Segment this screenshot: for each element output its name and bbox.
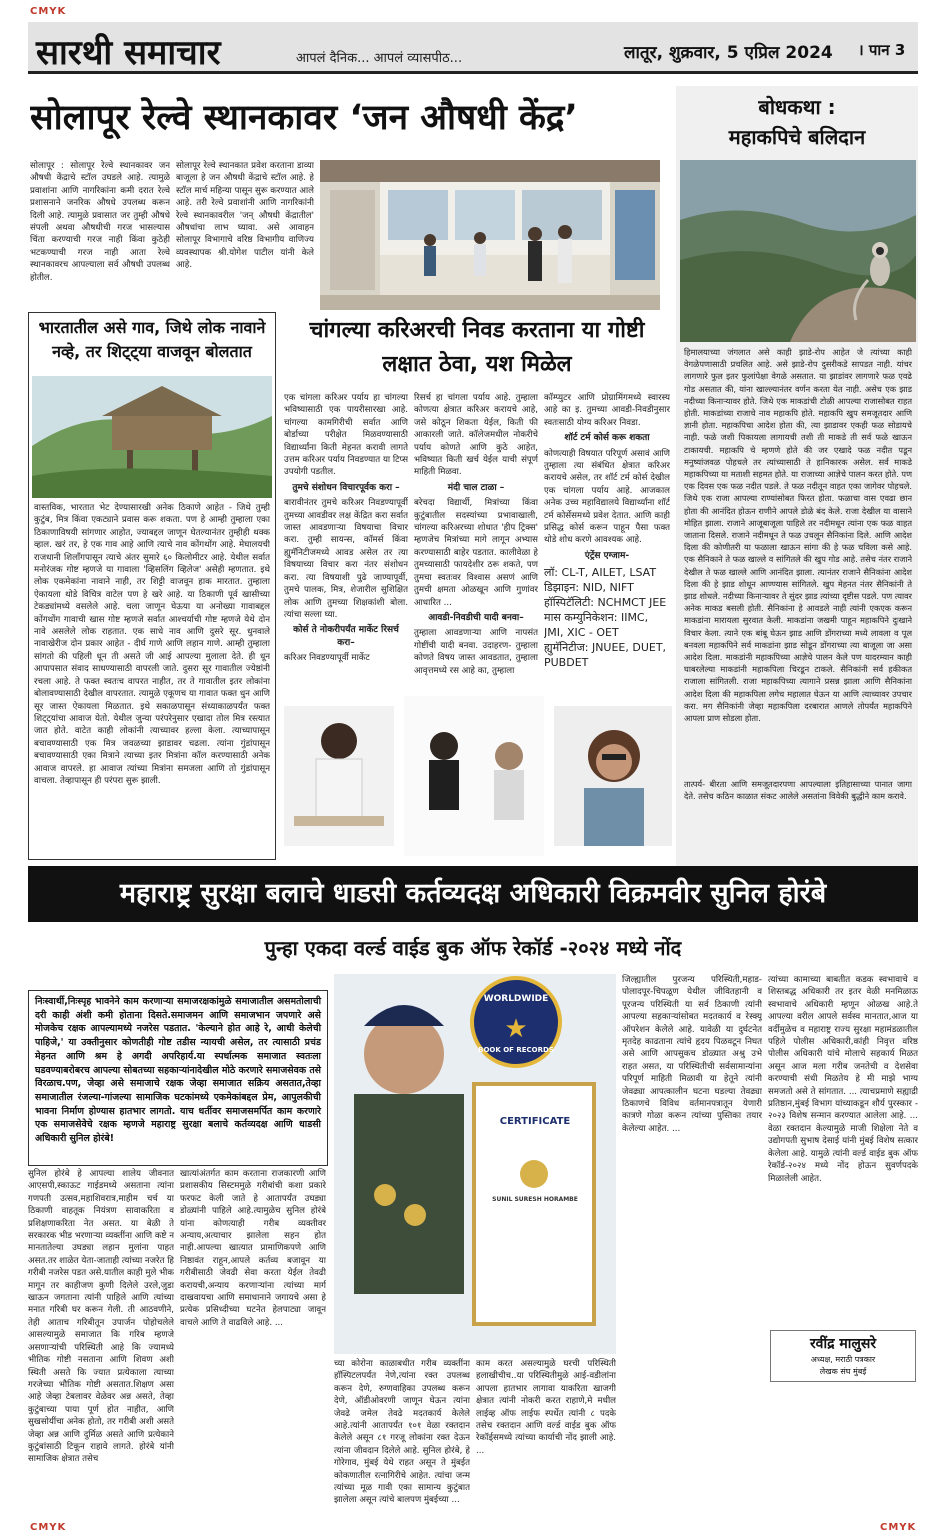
cmyk-mark-top: CMYK [30, 6, 67, 17]
badge-line2: BOOK OF RECORDS [478, 1046, 554, 1054]
career-col2-text-b: बरेचदा विद्यार्थी, मित्रांच्या किंवा कुटुंबातील सदस्यांच्या प्रभावाखाली, चांगल्या करिअरच्या शोधात 'हीप ट्रिक्स' म्हणजेच मित्रांच्या मागे लागून अभ्यास करण्यासाठी बाहेर पडतात. कालीवेळा हे तुमच्यासाठी फायदेशीर ठरू शकते, पण तुमचा स्वतःवर विश्वास असणं आणि तुमची क्षमता ओळखून आणि गुणांवर आधारित ... [414, 498, 538, 608]
career-col1 [284, 392, 408, 692]
monkey-photo [680, 160, 916, 342]
sunil-col6: त्यांच्या कामाच्या बाबतीत कडक स्वभावाचे व शिस्तबद्ध अधिकारी तर इतर वेळी मनमिळाऊ स्वभावाचे अधिकारी म्हणून ओळख आहे.ते आपल्या वरील आपले सर्वस्व मानतात,आज या वर्दीमुळेच व महाराष्ट्र राज्य सुरक्षा महामंडळातील पहिले पोलीस अधिकारी,कांही निवृत्त वरिष्ठ पोलीस अधिकारी यांचे मोलाचे सहकार्य मिळत असून आज मला गरीब जनतेची व देशसेवा करण्याची संधी मिळतेय हे मी माझे भाग्य समजतो असे ते सांगतात. ... त्याचप्रमाणे सह्याद्री प्रतिष्ठान,मुंबई विभाग यांच्याकडून शौर्य पुरस्कार - २०२३ विशेष सन्मान करण्यात आलेला आहे. ... वेळा रक्तदान केल्यामुळे माजी शिक्षेला नेते व उद्योगपती सुभाष देसाई यांनी मुंबई विशेष सत्कार केलेला आहे. यामुळे त्यांनी वर्ल्ड वाईड बुक ऑफ रेकॉर्ड-२०२४ मध्ये नोंद होऊन सुवर्णपदके मिळालेली आहेत. [768, 975, 918, 1184]
career-col2-sub2: आवडी-निवडीची यादी बनवा– [428, 612, 524, 623]
cmyk-mark-bottom-right: CMYK [880, 1522, 917, 1533]
exam-mass-comm: मास कम्युनिकेशन: IIMC, JMI, XIC - OET [544, 611, 649, 640]
career-col1-text-c: करिअर निवडण्यापूर्वी मार्केट [284, 653, 370, 664]
reporter-title-2: लेखक संघ मुंबई [819, 1367, 867, 1376]
bodhkatha-moral: तात्पर्य- बीरता आणि समजूतदारपणा आपल्याला इतिहासाच्या पानात जागा देते. तसेच कठिन काळात संकट आलेले असतांना विवेकी बुद्धीने काम करावे. [684, 779, 912, 802]
cmyk-mark-bottom: CMYK [30, 1522, 67, 1533]
village-headline: भारतातील असे गाव, जिथे लोक नावाने नव्हे, तर शिट्ट्या वाजवून बोलतात [38, 318, 266, 361]
sunil-col5: जिल्ह्यातील पुरजन्य परिस्थिती,महाड-पोलादपूर-चिपळूण येथील जीवितहानी व पूरजन्य परिस्थिती या सर्व ठिकाणी त्यांनी आपल्या सहकाऱ्यांसोबत मदतकार्य व रेस्क्यू ऑपरेशन केलेले आहे. यावेळी या दुर्घटनेत मृतदेह काढताना त्यांचे हृदय पिळवटून निघत असे आणि आपसुकच डोळ्यात अश्रु उभे राहत असत, या परिस्थितीची सर्वसामान्यांना परिपूर्ण माहिती मिळावी या हेतूने त्यांनी जेवढ्या आपत्कालीन घटना घडल्या तेवढ्या ठिकाणचे विविध वर्तमानपत्रातून येणारी कात्रणे गोळा करून त्यांच्या पुस्तिका तयार केलेल्या आहेत. ... [622, 975, 762, 1134]
career-col3 [544, 392, 670, 692]
career-col1-sub2: कोर्स ते नोकरीपर्यंत मार्केट रिसर्च करा– [293, 625, 399, 648]
village-photo [32, 376, 272, 498]
exam-hospitality: हॉस्पिटॅलिटी: NCHMCT JEE [544, 596, 667, 610]
sunil-subheadline: पुन्हा एकदा वर्ल्ड वाईड बुक ऑफ रेकॉर्ड -२०२४ मध्ये नोंद [264, 936, 682, 960]
exam-humanities: ह्युमॅनिटीज: JNUEE, DUET, PUBDET [544, 641, 667, 670]
pharmacy-photo [320, 160, 660, 310]
sunil-intro: निःस्वार्थी,निःस्पृह भावनेने काम करणाऱ्या समाजरक्षकांमुळे समाजातील असमतोलाची दरी काही अंशी कमी होताना दिसते.समाजमन आणि समाजभान जपणारे असे मोजकेच रक्षक आपल्यामध्ये नजरेस पडतात. 'केल्याने होत आहे रे, आधी केलेची पाहिजे,' या उक्तीनुसार कोणतीही गोष्ट तडीस न्यायची असेल, तर त्यासाठी प्रचंड मेहनत आणि श्रम हे अगदी अपरिहार्य.या स्पर्धात्मक समाजात स्वतःला घडवण्याबरोबरच आपल्या सोबतच्या सहकाऱ्यांनादेखील मोठे करणारे समाजसेवक तसे विरळाच.पण, जेव्हा असे समाजाचे रक्षक जेव्हा समाजात सक्रिय असतात,तेव्हा समाजातील रंजल्या-गांजल्या सामाजिक घटकांमध्ये एकमेकांबद्दल प्रेम, आपुलकीची भावना निर्माण होण्यास हातभार लागतो. याच धर्तीवर समाजसमर्पित काम करणारे एक समाजसेवेचे रक्षक म्हणजे महाराष्ट्र सुरक्षा बलाचे कर्तव्यदक्ष आणि धाडसी अधिकारी सुनिल होरंबे! [28, 990, 328, 1166]
career-col3-sub1: शॉर्ट टर्म कोर्स करू शकता [564, 433, 650, 444]
career-col3-sub2: एंट्रेंस एग्जाम- [584, 550, 630, 561]
certificate-name: SUNIL SURESH HORAMBE [492, 1196, 578, 1203]
sunil-headline-band: महाराष्ट्र सुरक्षा बलाचे धाडसी कर्तव्यदक्ष अधिकारी विक्रमवीर सुनिल होरंबे [28, 866, 918, 922]
exam-design: डिझाइन: NID, NIFT [544, 581, 634, 595]
paper-logo: सारथी समाचार [36, 33, 221, 73]
sunil-col2: खात्यांअंतर्गत काम करताना राजकारणी आणि प्रशासकीय सिस्टममुळे गरीबांची कशा प्रकारे फरफट केली जाते हे आतापर्यंत उघड्या डोळ्यांनी पाहिले आहे.त्यामुळेच सुनिल होरंबे यांना कोणत्याही गरीब व्यक्तीवर अन्याय,अत्याचार झालेला सहन होत नाही.आपल्या खात्यात प्रामाणिकपणे आणि निष्ठावंत राहून,आपले कर्तव्य बजावून या गरीबीसाठी जेवढी सेवा करता येईल तेवढी करायची,अन्याय करणाऱ्यांना त्यांच्या मार्ग दाखवायचा आणि समाधानाने जगायचे असा हे प्रत्येक प्रसिध्दीच्या घटनेत हेलपाट्या जावून वाचले आणि ते वाढविले आहे. ... [180, 1169, 326, 1328]
career-headline: चांगल्या करिअरची निवड करताना या गोष्टी लक्षात ठेवा, यश मिळेल [309, 318, 645, 377]
career-col2 [414, 392, 538, 692]
dateline: लातूर, शुक्रवार, 5 एप्रिल 2024 [624, 43, 833, 63]
career-col3-text-b: कोणत्याही विषयात परिपूर्ण असावं आणि तुम्हाला त्या संबंधित क्षेत्रात करिअर करायचे असेल, तर शॉर्ट टर्म कोर्स देखील एक चांगला पर्याय आहे. आजकाल अनेक उच्च महाविद्यालये विद्यार्थ्यांना शॉर्ट टर्म कोर्सेसमध्ये प्रवेश देतात. आणि काही प्रसिद्ध कोर्स करून पाहून पैसा फक्त थोडे शोध करणे आवश्यक आहे. [544, 448, 670, 546]
exam-law: लॉ: CL-T, AILET, LSAT [544, 566, 657, 580]
reporter-title-1: अध्यक्ष, मराठी पत्रकार [810, 1355, 876, 1364]
page-number: । पान 3 [858, 41, 906, 59]
career-col2-sub1: मंदी चाल टाळा – [447, 482, 505, 493]
career-col1-text: एक चांगला करिअर पर्याय हा चांगल्या भविष्यासाठी एक पायरीसारखा आहे. चांगल्या कामगिरीची सर्वात आणि बोर्डाच्या परीक्षेत मिळवण्यासाठी विद्यार्थ्यांना किती मेहनत करावी लागते उत्तम करिअर पर्याय निवडण्यात या टिप्स उपयोगी पडतील. [284, 393, 408, 478]
story1-col2: सोलापूर रेल्वे स्थानकात प्रवेश करताना डाव्या बाजूला हे जन औषधी केंद्राचे स्टॉल आहे. हे स्टॉल मार्च महिन्या पासून सुरू करण्यात आले आहे. तरी रेल्वे प्रवाशांनी आणि नागरिकांनी रेल्वे स्थानकावरील 'जन् औषधी केंद्रातील' औषधांचा लाभ घ्यावा. असे आवाहन सोलापूर विभागाचे वरिष्ठ विभागीय वाणिज्य व्यवस्थापक श्री.योगेश पाटील यांनी केले आहे. [176, 161, 314, 271]
village-body: वास्तविक, भारतात भेट देण्यासारखी अनेक ठिकाणे आहेत - जिथे तुम्ही कुटुंब, मित्र किंवा एकट्याने प्रवास करू शकता. पण हे आम्ही तुम्हाला एका ठिकाणाविषयी सांगणार आहोत, ज्याबद्दल जाणून घेतल्यानंतर तुम्हीही थक्क व्हाल. खरं तर, हे एक गाव आहे आणि त्याचे नाव कोंगथोंग आहे. मेघालयची राजधानी शिलाँगपासून त्याचे अंतर सुमारे ६० किलोमीटर आहे. येथील सर्वात मनोरंजक गोष्ट म्हणजे या गावाला 'व्हिसलिंग व्हिलेज' असेही म्हणतात. इथे लोक एकमेकांना नावाने नाही, तर शिट्टी वाजवून हाक मारतात. तुम्हाला ऐकायला थोडे विचित्र वाटेल पण हे खरे आहे. या ठिकाणी पूर्व खासीच्या टेकड्यांमध्ये वसलेले आहे. चला जाणून घेऊया या अनोख्या गावाबद्दल कोंगथोंग गावाची खास गोष्ट म्हणजे सर्वात आश्चर्याची गोष्ट म्हणजे येथे दोन नावे असलेले लोक राहतात. एक साधे नाव आणि दुसरे सूर. धुनवाले नावाखेरीज दोन प्रकार आहेत - दीर्घ गाणे आणि लहान गाणे. आम्ही तुम्हाला सांगतो की पहिली धून ती असते जी आई आपल्या मुलाला देते. ही धून आपापसात संवाद साधण्यासाठी वापरली जाते. दुसरा सूर गावातील ज्येष्ठांनी रचला आहे. ते फक्त स्वतःच वापरत नाहीत, तर ते गावातील इतर लोकांना बोलावण्यासाठी देखील वापरतात. त्यामुळे एकूणच या गावात फक्त धुन आणि सूर जास्त ऐकायला मिळतात. इथे सकाळपासून संध्याकाळपर्यंत फक्त शिट्ट्यांचा आवाज येतो. येथील जुन्या परंपरेनुसार एखादा तोल मित्र रस्त्यात जात होते. वाटेत काही लोकांनी त्याच्यावर हल्ला केला. त्याच्यापासून बचावण्यासाठी एक मित्र जवळच्या झाडावर चढला. त्यांना गुंडांपासून बचावण्यासाठी एका मित्राने त्याच्या इतर मित्रांना कॉल करण्यासाठी अनेक आवाज वापरले. हा आवाज त्यांच्या मित्रांना समजला आणि तो गुंडांपासून वाचला. तेव्हापासून ही परंपरा सुरू झाली. [34, 503, 270, 786]
certificate-title: CERTIFICATE [499, 1116, 571, 1127]
sunil-col3: च्या कोरोना काळाबधीत गरीब व्यक्तींना हॉस्पिटलपर्यंत नेणे,त्यांना रक्त उपलब्ध करून देणे, रुग्णवाहिका उपलब्ध करून देणे, ऑडीओवरणी जाणून घेऊन त्यांना जेवढे जमेल तेवढे मदतकार्य केलेले आहे.त्यांनी आतापर्यंत १०१ वेळा रक्तदान केलेले असून ८१ गरजू लोकांना रक्त देऊन त्यांना जीवदान दिलेले आहे. सुनिल होरंबे, हे गोरेगाव, मुंबई येथे राहत असून ते मुंबईत कोकणातील रत्नागिरीचे आहेत. त्यांचा जन्म त्यांच्या मूळ गावी एका सामान्य कुटुंबात झालेला असून त्यांचे बालपण मुंबईच्या ... [334, 1359, 470, 1506]
bodhkatha-heading-1: बोधकथा : [758, 95, 836, 119]
career-col2-text: रिसर्च हा चांगला पर्याय आहे. तुम्हाला कोणत्या क्षेत्रात करिअर करायचे आहे, जसे कोठून शिकता येईल, किती फी आकारली जाते. कॉलेजमधील नोकरीचे पर्याय कोणते आणि कुठे आहेत, भविष्यात किती खर्च येईल याची संपूर्ण माहिती मिळवा. [414, 393, 538, 478]
badge-line1: WORLDWIDE [483, 994, 549, 1004]
story1-headline: सोलापूर रेल्वे स्थानकावर ‘जन औषधी केंद्र’ [30, 98, 578, 138]
badge-star-icon: ★ [504, 1014, 528, 1044]
sunil-col4: काम करत असल्यामुळे घरची परिस्थिती हलाखीचीच..या परिस्थितीमुळे आई-वडीलांना आपला हातभार लागावा याकरिता खाजगी क्षेत्रात त्यांनी नोकरी करत राहाणे,मे मधील लाईव्ह ऑफ लाईफ स्पर्धेत त्यांनी ८ पदके तसेच रक्तदान आणि वर्ल्ड वाईड बुक ऑफ रेकॉर्ड्समध्ये त्यांच्या कार्याची नोंद झाली आहे. ... [476, 1359, 616, 1456]
tagline: आपलं दैनिक... आपलं व्यासपीठ... [296, 51, 463, 66]
bodhkatha-heading-2: महाकपिचे बलिदान [728, 125, 866, 149]
reporter-name: रवींद्र मालुसरे [809, 1336, 877, 1352]
sunil-col1: सुनिल होरंबे हे आपल्या शालेय जीवनात आएसपी,स्काऊट गाईडमध्ये असताना त्यांना गणपती उत्सव,महाशिवरात्र,माहीम चर्च या ठिकाणी वाहतूक नियंत्रण सावाकरिता व प्रशिक्षणाकरिता नेत असत. या बेळी ते सरकारक भीड भरणाऱ्या व्यक्तींना आणि कष्टे न मानतातेल्या उघड्या लहान मुलांना पाहत असत.तर शाळेत येता-जाताही त्यांच्या नजरेत हि गरीबी नजरेस पडत असे.यातील काही मुले भीक मागून तर काहीजण कुणी दिलेले उरले,जुडा खाऊन जगताना त्यांनी पाहिले आणि त्यांच्या मनात गरिबी घर करून गेली. ती आठवणीने, तेही आताच गरिबीतून उपार्जन पोहोचलेले आसल्यामुळे समाजात कि गरिब म्हणजे असणाऱ्यांची परिस्थिती आहे कि ज्यामध्ये भीतिक गोष्टी नसताना आणि शिवण अशी स्थिती असते कि ज्यात प्रत्येकाला त्याच्या गरजेच्या भौतिक गोष्टी असतात.शिक्षण असा आहे जेव्हा टेबलावर वेळेवर अन्न असते, तेव्हा कुटुंबाच्या पाया पूर्ण होत नाहीत, आणि सुखसोयींचा अनेक होतो, तर गरीबी अशी असते जेव्हा अन्न आणि दुर्मिळ असते आणि प्रत्येकाने कुटुंबांसाठी टिकून राहावे लागते. होरंबे यांनी सामाजिक क्षेत्रात तसेच [28, 1169, 174, 1465]
career-col1-text-b: बारावीनंतर तुमचे करिअर निवडण्यापूर्वी तुमच्या आवडीवर लक्ष केंद्रित करा सर्वात जास्त आवडणाऱ्या विषयाचा विचार करा. तुम्ही सायन्स, कॉमर्स किंवा ह्युमॅनिटीजमध्ये आवड असेल तर त्या विषयाच्या विचार करा नंतर संशोधन करा. त्या विषयाशी पुढे जाण्यापूर्वी, तुमचे पालक, मित्र, शेजारील सुशिक्षित लोक आणि तुमच्या शिक्षकांशी बोला. त्यांचा सल्ला घ्या. [284, 498, 408, 620]
story1-col1: सोलापूर : सोलापूर रेल्वे स्थानकावर जन औषधी केंद्राचे स्टॉल उघडले आहे. त्यामुळे प्रवाशांना आणि नागरिकांना कमी दरात रेल्वे प्रशासनाने जनरिक औषधे उपलब्ध करून दिली आहे. त्यामुळे प्रवासात जर तुम्ही औषधे संपली अथवा औषधीची गरज भासल्यास चिंता करण्याची गरज नाही किंवा कुठेही भटकण्याची गरज नाही आता रेल्वे स्थानकावरच आपल्याला सर्व औषधी उपलब्ध होतील. [30, 161, 170, 283]
bodhkatha-body: हिमालयाच्या जंगलात असे काही झाडे-रोप आहेत जे त्यांच्या काही वेगळेपणासाठी प्रचलित आहे. असे झाडे-रोप दुसरीकडे सापडत नाही. यांचर लागणारे फुल इतर फुलांपेक्षा वेगळे असतात. या झाडांवर लागणारे फळ एवढे गोड असतात की, यांना खाल्ल्यानंतर वर्णन करता येत नाही. असेच एक झाड नदीच्या किनाऱ्यावर होते. जिथे एक माकडांची टोळी आपल्या राजासोबत राहत होती. माकडांच्या राजाचे नाव महाकपि होते. महाकपि खुप समजूतदार आणि ज्ञानी होता. महाकपिचा आदेश होता की, त्या झाडावर एकही फळ सोडायचे नाही. फळे जशी पिकायला लागायची तशी ती माकडे ती सर्व फळे खाऊन टाकायची. महाकपि चे म्हणणे होते की जर एखादे फळ नदीत पडून मनुष्यांजवळ पोहचले तर त्यांच्यासाठी ते हानिकारक असेल. सर्व माकडे महाकपिच्या या मताशी सहमत होते. या राजाच्या आज्ञेचे पालन करत होते. पण एक दिवस एक फळ नदीत पडले. ते फळ नदीतून वाहत एका जागेवर पोहचले. जिथे एक राजा आपल्या राण्यांसोबत फिरत होता. फळाचा वास एवढा छान होता की आनंदित होऊन राणीने आपले डोळे बंद केले. राजा देखील या वासाने मोहित झाला. राजाने आजूबाजूला पाहिले तर नदीमधून त्यांना एक फळ वाहत जाताना दिसले. राजाने नदीमधून ते फळ उचलून सैनिकांना दिले. आणि आदेश दिला की कोणीतरी या फळाला खाऊन सांगा की हे फळ चविला कसे आहे. एक सैनिकाने ते फळ खाल्ले व सांगितले की खुप गोड आहे. तसेच नंतर राजाने देखील ते फळ खाल्ले आणि आनंदित झाला. त्यानंतर राजाने सैनिकांना आदेश दिला की हे झाड शोधून आण्ण्यास सांगितले. खुप मेहनत नंतर सैनिकांनी ते झाड शोधले. नदीच्या किनाऱ्यावर ते सुंदर झाड त्यांच्या दृष्टीस पडले. पण त्यावर अनेक माकड बसली होती. सैनिकांना हे आवडले नाही त्यांनी एकएक करून माकडांना मारायला सुरवात केली. माकडांना जखमी पाहून महाकपिने दुःखाने विचार केला. त्याने एक बांबू घेऊन झाड आणि डोंगराच्या मध्ये लावला व पूल बनवला महाकपिने सर्व माकडांना झाड सोडून डोंगराच्या त्या बाजूला जा असा आदेश दिला. माकडांनी महाकपिच्या आज्ञेचे पालन केले पण यादरम्यान काही घाबरलेल्या माकडांनी महाकपिला चिरडून टाकले. सैनिकांनी सर्व हकीकत राजाला सांगितली. राजा महाकपिच्या त्यागाने प्रसन्न झाला आणि सैनिकांना आदेश दिला की महाकपिला लगेच महालात घेऊन या आणि त्याच्यावर उपचार करा. मग सैनिकांनी जेव्हा महाकपिला दरबारात आणले तोपर्यंत महाकपिने आपला प्राण सोडला होता. [684, 347, 912, 724]
career-col1-sub1: तुमचे संशोधन विचारपूर्वक करा – [292, 482, 400, 493]
career-col2-text-c: तुम्हाला आवडणाऱ्या आणि नापसंत गोष्टींची यादी बनवा. उदाहरण- तुम्हाला कोणते विषय जास्त आवडतात, तुम्हाला आवृत्तमध्ये रस आहे का, तुम्हाला [414, 628, 538, 676]
career-photos [284, 696, 672, 856]
career-col3-text: कॉम्प्युटर आणि प्रोग्रामिंगमध्ये स्वारस्य आहे का इ. तुमच्या आवडी-निवडीनुसार स्वतःसाठी योग्य करिअर निवडा. [544, 393, 670, 428]
masthead [28, 22, 918, 74]
